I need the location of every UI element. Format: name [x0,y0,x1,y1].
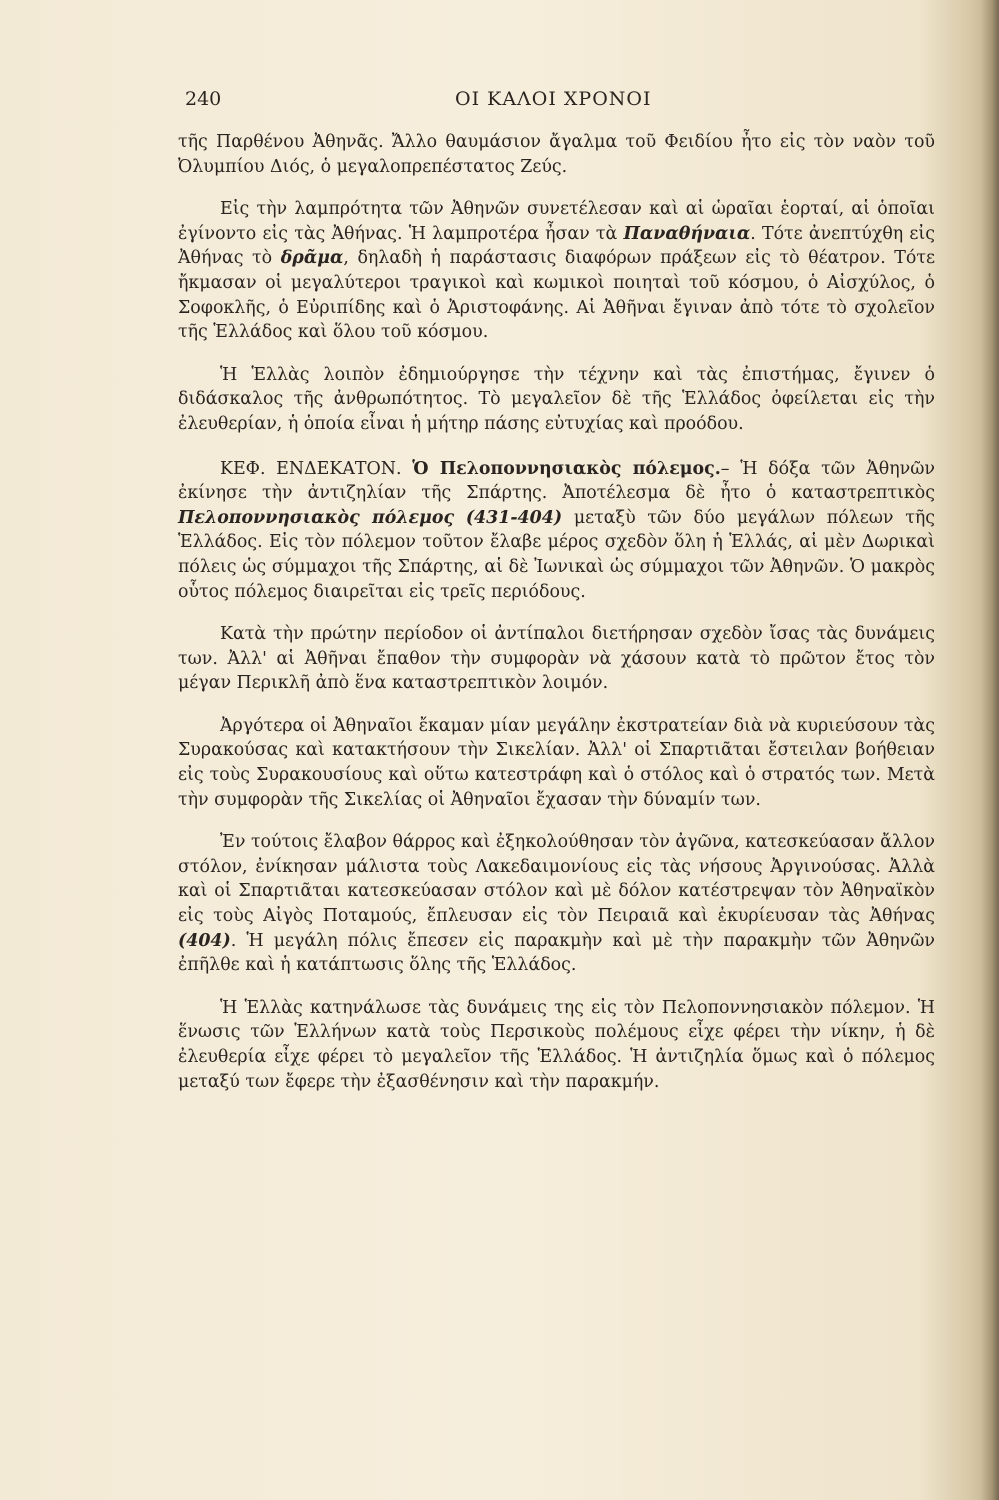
term-panathenaia: Παναθήναια [623,223,751,244]
chapter-paragraph [178,457,935,605]
term-peloponnesian-war: Πελοποννησιακὸς πόλεμος [178,507,455,528]
paragraph-2-part-c: , δηλαδὴ ἡ παράστασις διαφόρων πράξεων εἰς τὸ θέατρον. Τότε ἤκμασαν οἱ μεγαλύτεροι τραγικοὶ καὶ κωμικοὶ ποιηταὶ τοῦ κόσμου, ὁ Αἰσχύλος, ὁ Σοφοκλῆς, ὁ Εὐριπίδης καὶ ὁ Ἀριστοφάνης. Αἱ Ἀθῆναι ἔγιναν ἀπὸ τότε τὸ σχολεῖον τῆς Ἑλλάδος καὶ ὅλου τοῦ κόσμου. [178,248,935,343]
chapter-title: Ὁ Πελοποννησιακὸς πόλεμος. [412,458,721,479]
page-header [185,88,940,114]
paragraph-1: τῆς Παρθένου Ἀθηνᾶς. Ἄλλο θαυμάσιον ἄγαλμα τοῦ Φειδίου ἦτο εἰς τὸν ναὸν τοῦ Ὀλυμπίου Διός, ὁ μεγαλοπρεπέστατος Ζεύς. [178,132,935,177]
paragraph-5: Κατὰ τὴν πρώτην περίοδον οἱ ἀντίπαλοι διετήρησαν σχεδὸν ἴσας τὰς δυνάμεις των. Ἀλλ' αἱ Ἀθῆναι ἔπαθον τὴν συμφορὰν νὰ χάσουν κατὰ τὸ πρῶτον ἔτος τὸν μέγαν Περικλῆ ἀπὸ ἕνα καταστρεπτικὸν λοιμόν. [178,624,935,694]
paragraph-6: Ἀργότερα οἱ Ἀθηναῖοι ἔκαμαν μίαν μεγάλην ἐκστρατείαν διὰ νὰ κυριεύσουν τὰς Συρακούσας καὶ κατακτήσουν τὴν Σικελίαν. Ἀλλ' οἱ Σπαρτιᾶται ἔστειλαν βοήθειαν εἰς τοὺς Συρακουσίους καὶ οὕτω κατεστράφη καὶ ὁ στόλος καὶ ὁ στρατός των. Μετὰ τὴν συμφορὰν τῆς Σικελίας οἱ Ἀθηναῖοι ἔχασαν τὴν δύναμίν των. [178,715,935,810]
paragraph-7 [178,830,935,978]
body-text [178,130,935,1112]
paragraph-8: Ἡ Ἑλλὰς κατηνάλωσε τὰς δυνάμεις της εἰς τὸν Πελοποννησιακὸν πόλεμον. Ἡ ἕνωσις τῶν Ἑλλήνων κατὰ τοὺς Περσικοὺς πολέμους εἶχε φέρει τὴν νίκην, ἡ δὲ ἐλευθερία εἶχε φέρει τὸ μεγαλεῖον τῆς Ἑλλάδος. Ἡ ἀντιζηλία ὅμως καὶ ὁ πόλεμος μεταξύ των ἔφερε τὴν ἐξασθένησιν καὶ τὴν παρακμήν. [178,997,935,1092]
paragraph-7-part-b: . Ἡ μεγάλη πόλις ἔπεσεν εἰς παρακμὴν καὶ μὲ τὴν παρακμὴν τῶν Ἀθηνῶν ἐπῆλθε καὶ ἡ κατάπτωσις ὅλης τῆς Ἑλλάδος. [178,930,935,976]
paragraph-2-part-b: . Τότε ἀνεπτύχθη εἰς Ἀθήνας τὸ [178,223,935,269]
paragraph-2 [178,197,935,345]
page-edge-shadow [981,0,999,1500]
page-number: 240 [185,88,222,110]
paragraph-2-part-a: Εἰς τὴν λαμπρότητα τῶν Ἀθηνῶν συνετέλεσαν καὶ αἱ ὡραῖαι ἑορταί, αἱ ὁποῖαι ἐγίνοντο εἰς τὰς Ἀθήνας. Ἡ λαμπροτέρα ἦσαν τὰ [178,199,935,244]
running-title: ΟΙ ΚΑΛΟΙ ΧΡΟΝΟΙ [455,88,652,110]
war-dates: (431-404) [465,507,563,528]
chapter-paragraph-part-a: – Ἡ δόξα τῶν Ἀθηνῶν ἐκίνησε τὴν ἀντιζηλίαν τῆς Σπάρτης. Ἀποτέλεσμα δὲ ἦτο ὁ καταστρεπτικὸς [178,458,935,504]
chapter-heading: ΚΕΦ. ΕΝΔΕΚΑΤΟΝ. [220,458,402,479]
paragraph-7-part-a: Ἐν τούτοις ἔλαβον θάρρος καὶ ἐξηκολούθησαν τὸν ἀγῶνα, κατεσκεύασαν ἄλλον στόλον, ἐνίκησαν μάλιστα τοὺς Λακεδαιμονίους εἰς τὰς νήσους Ἀργινούσας. Ἀλλὰ καὶ οἱ Σπαρτιᾶται κατεσκεύασαν στόλον καὶ μὲ δόλον κατέστρεψαν τὸν Ἀθηναϊκὸν εἰς τοὺς Αἰγὸς Ποταμούς, ἔπλευσαν εἰς τὸν Πειραιᾶ καὶ ἐκυρίευσαν τὰς Ἀθήνας [178,832,935,927]
chapter-paragraph-part-b: μεταξὺ τῶν δύο μεγάλων πόλεων τῆς Ἑλλάδος. Εἰς τὸν πόλεμον τοῦτον ἔλαβε μέρος σχεδὸν ὅλη ἡ Ἑλλάς, αἱ μὲν Δωρικαὶ πόλεις ὡς σύμμαχοι τῆς Σπάρτης, αἱ δὲ Ἰωνικαὶ ὡς σύμμαχοι τῶν Ἀθηνῶν. Ὁ μακρὸς οὗτος πόλεμος διαιρεῖται εἰς τρεῖς περιόδους. [178,507,936,602]
term-drama: δρᾶμα [280,248,344,269]
fall-date: (404) [178,930,231,951]
paragraph-3: Ἡ Ἑλλὰς λοιπὸν ἐδημιούργησε τὴν τέχνην καὶ τὰς ἐπιστήμας, ἔγινεν ὁ διδάσκαλος τῆς ἀνθρωπότητος. Τὸ μεγαλεῖον δὲ τῆς Ἑλλάδος ὀφείλεται εἰς τὴν ἐλευθερίαν, ἡ ὁποία εἶναι ἡ μήτηρ πάσης εὐτυχίας καὶ προόδου. [178,364,935,434]
